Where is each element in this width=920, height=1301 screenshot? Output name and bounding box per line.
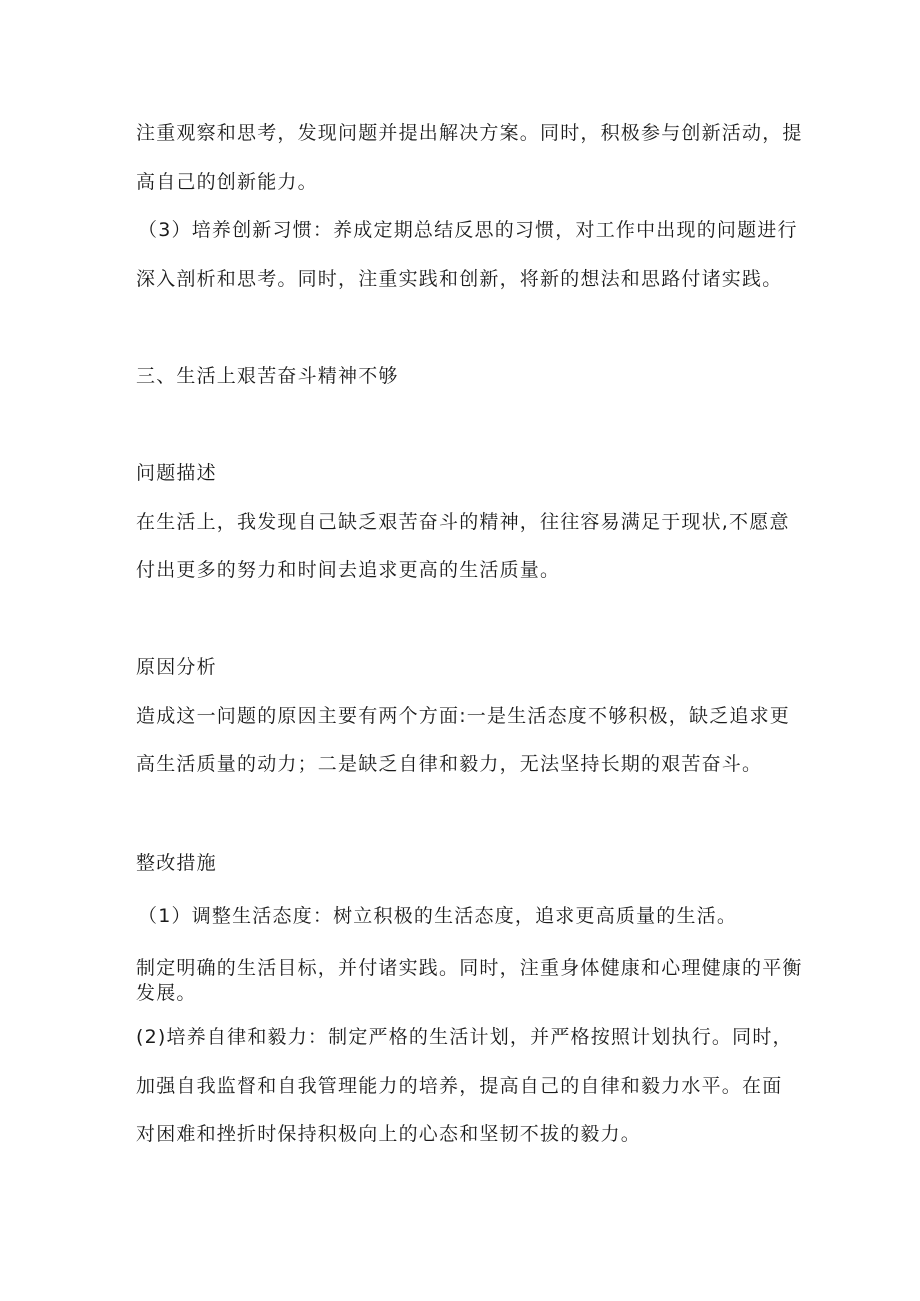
body-text-line: 深入剖析和思考。同时，注重实践和创新，将新的想法和思路付诸实践。	[136, 268, 783, 290]
body-text-line: 加强自我监督和自我管理能力的培养，提高自己的自律和毅力水平。在面	[136, 1075, 783, 1097]
measure-item-3: （3）培养创新习惯：养成定期总结反思的习惯，对工作中出现的问题进行	[138, 219, 798, 241]
problem-title: 问题描述	[136, 462, 217, 484]
measure-item-2: (2)培养自律和毅力：制定严格的生活计划，并严格按照计划执行。同时，	[136, 1026, 793, 1048]
body-text-line: 造成这一问题的原因主要有两个方面:一是生活态度不够积极，缺乏追求更	[136, 705, 791, 727]
body-text-line: 对困难和挫折时保持积极向上的心态和坚韧不拔的毅力。	[136, 1123, 642, 1145]
body-text-line: 高自己的创新能力。	[136, 171, 318, 193]
section-heading: 三、生活上艰苦奋斗精神不够	[136, 365, 399, 387]
measure-item-1: （1）调整生活态度：树立积极的生活态度，追求更高质量的生活。	[138, 905, 738, 927]
body-text-line: 制定明确的生活目标，并付诸实践。同时，注重身体健康和心理健康的平衡	[136, 957, 803, 979]
body-text-line: 高生活质量的动力；二是缺乏自律和毅力，无法坚持长期的艰苦奋斗。	[136, 753, 763, 775]
body-text-line: 注重观察和思考，发现问题并提出解决方案。同时，积极参与创新活动，提	[136, 122, 803, 144]
measures-title: 整改措施	[136, 852, 217, 874]
body-text-line: 发展。	[136, 982, 197, 1004]
body-text-line: 付出更多的努力和时间去追求更高的生活质量。	[136, 559, 561, 581]
body-text-line: 在生活上，我发现自己缺乏艰苦奋斗的精神，往往容易满足于现状,不愿意	[136, 511, 790, 533]
cause-title: 原因分析	[136, 656, 217, 678]
